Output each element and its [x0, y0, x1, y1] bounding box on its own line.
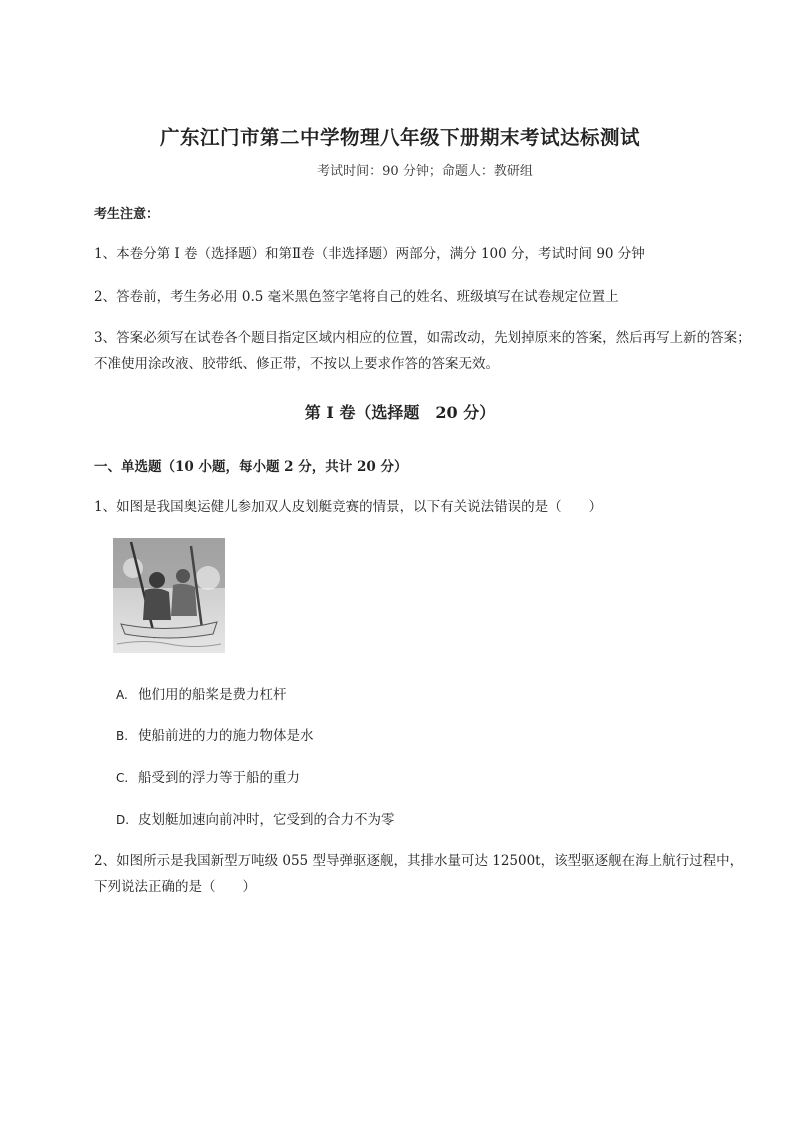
option-text: 他们用的船桨是费力杠杆 — [138, 687, 287, 703]
question-2-text: 2、如图所示是我国新型万吨级 055 型导弹驱逐舰，其排水量可达 12500t，该型驱逐舰在海上航行过程中，下列说法正确的是（ ） — [94, 853, 744, 895]
exam-subtitle: 考试时间：90 分钟；命题人：教研组 — [317, 164, 533, 179]
option-text: 皮划艇加速向前冲时，它受到的合力不为零 — [138, 812, 395, 828]
option-text: 船受到的浮力等于船的重力 — [138, 770, 300, 786]
notice-item-3: 3、答案必须写在试卷各个题目指定区域内相应的位置，如需改动，先划掉原来的答案，然后再写上新的答案；不准使用涂改液、胶带纸、修正带，不按以上要求作答的答案无效。 — [94, 330, 751, 372]
question-1-text: 1、如图是我国奥运健儿参加双人皮划艇竞赛的情景，以下有关说法错误的是（ ） — [94, 499, 603, 515]
option-letter: D. — [116, 813, 130, 827]
section-title: 第 I 卷（选择题 20 分） — [304, 403, 496, 422]
question-1-option-b[interactable] — [116, 724, 314, 744]
question-1-option-d[interactable] — [116, 808, 395, 828]
option-letter: B. — [116, 729, 129, 743]
question-1-option-a[interactable] — [116, 683, 287, 703]
notice-item-1: 1、本卷分第 I 卷（选择题）和第Ⅱ卷（非选择题）两部分，满分 100 分，考试时间 90 分钟 — [94, 246, 645, 262]
option-text: 使船前进的力的施力物体是水 — [138, 728, 314, 744]
group-heading: 一、单选题（10 小题，每小题 2 分，共计 20 分） — [94, 459, 408, 475]
notice-heading: 考生注意： — [94, 207, 160, 222]
kayak-photo — [113, 538, 225, 653]
exam-title: 广东江门市第二中学物理八年级下册期末考试达标测试 — [159, 126, 640, 149]
question-1-option-c[interactable] — [116, 766, 300, 786]
notice-item-2: 2、答卷前，考生务必用 0.5 毫米黑色签字笔将自己的姓名、班级填写在试卷规定位置上 — [94, 289, 619, 305]
option-letter: C. — [116, 771, 129, 785]
option-letter: A. — [116, 688, 128, 702]
